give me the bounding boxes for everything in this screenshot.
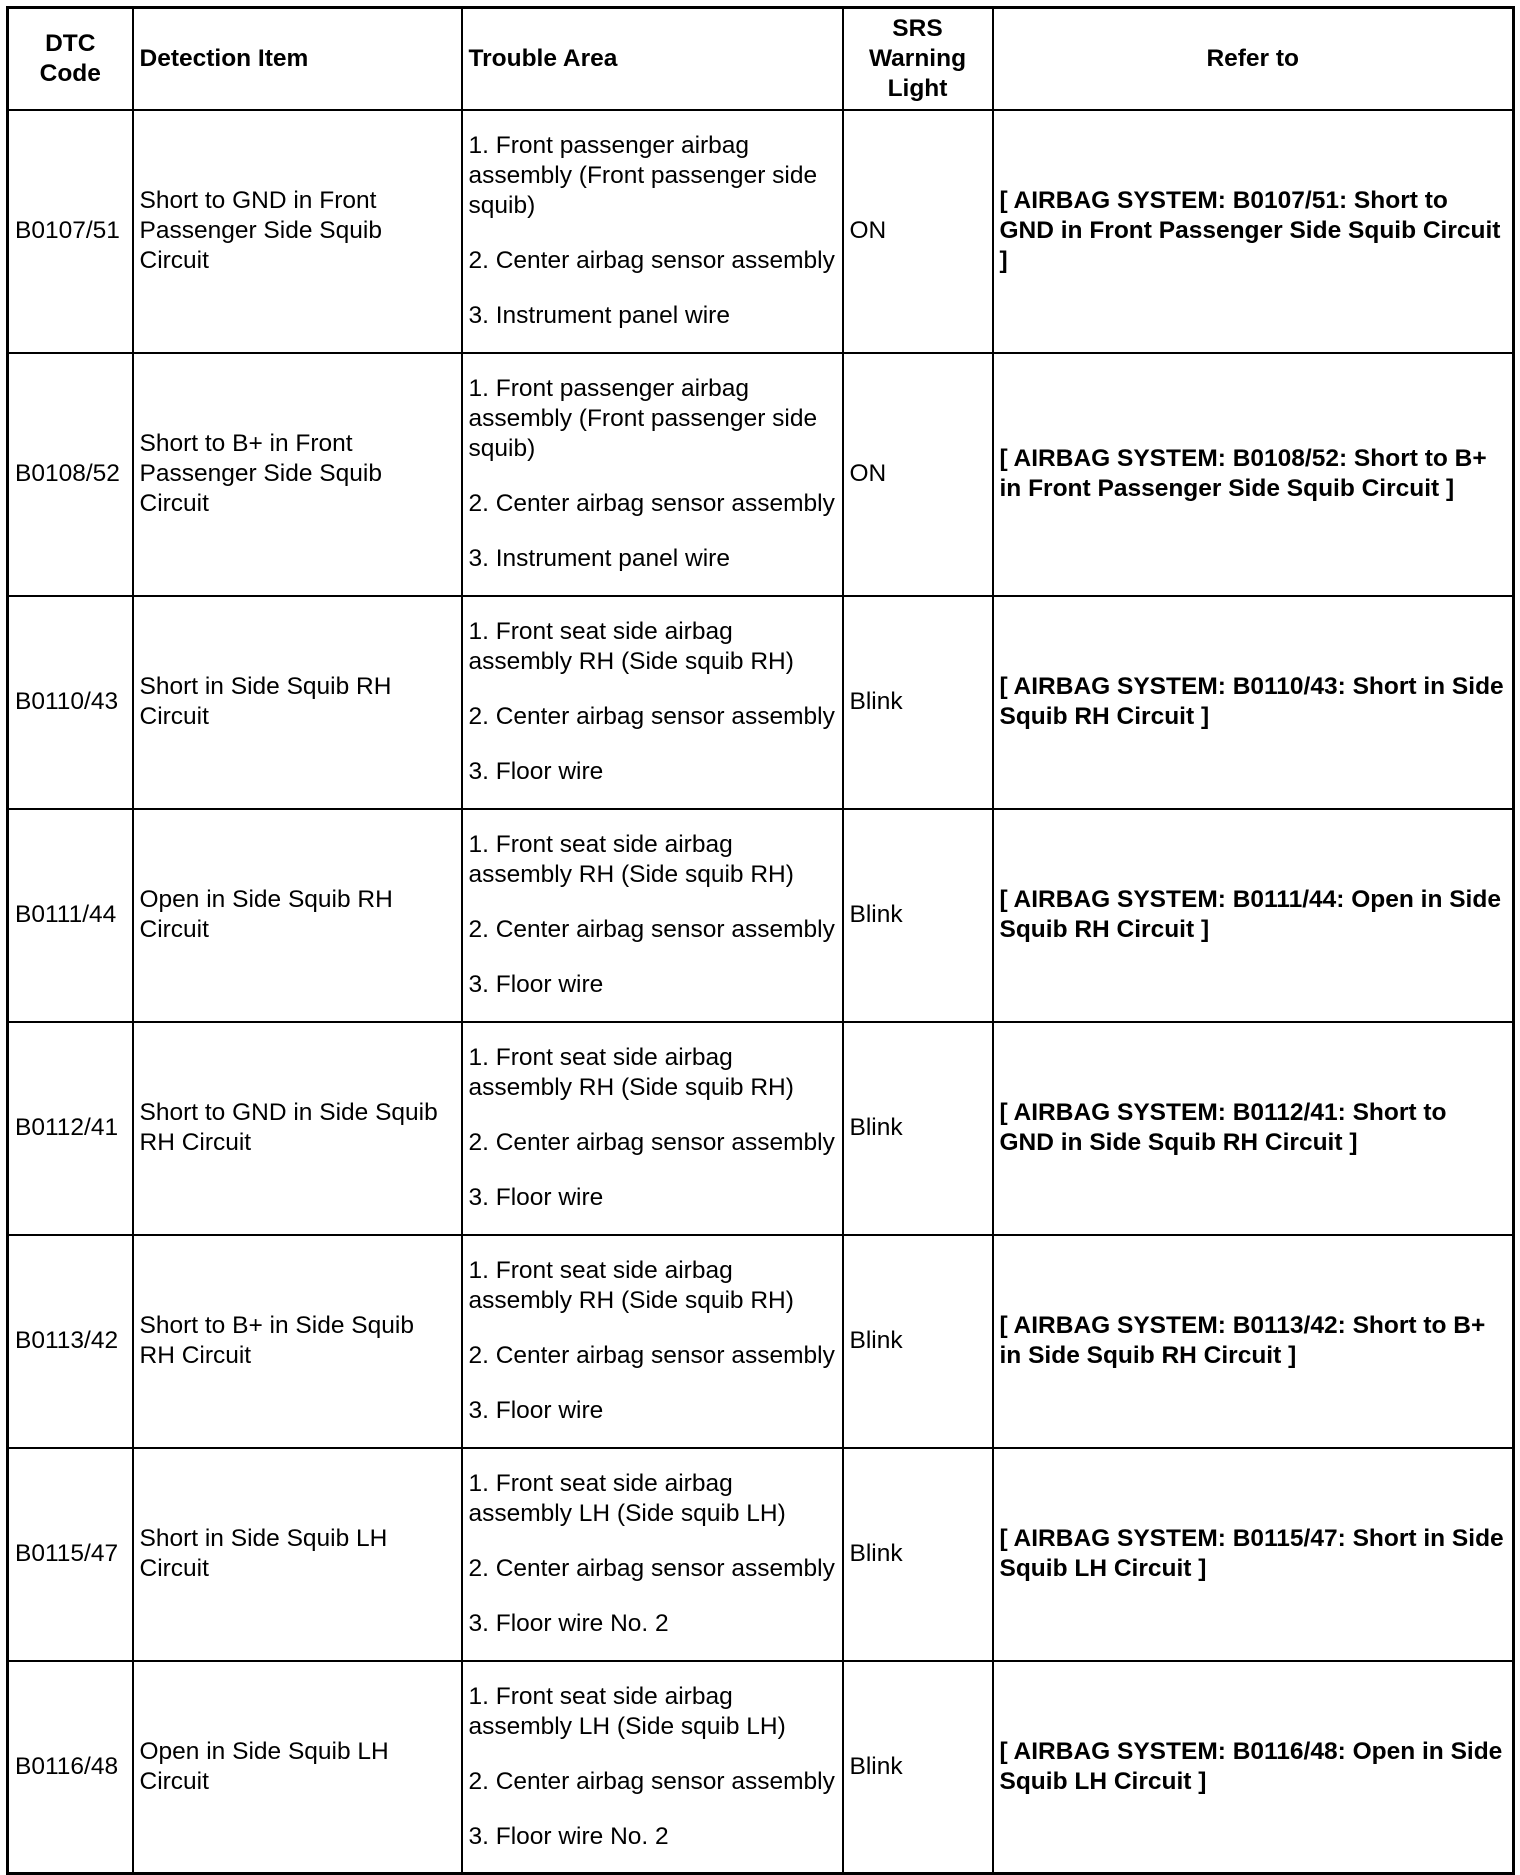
detection-item-cell: Short in Side Squib LH Circuit bbox=[133, 1448, 462, 1661]
refer-to-link[interactable]: [ AIRBAG SYSTEM: B0111/44: Open in Side Squib RH Circuit ] bbox=[993, 809, 1514, 1022]
dtc-table bbox=[6, 6, 1515, 1875]
srs-warning-light-cell: Blink bbox=[843, 1022, 993, 1235]
trouble-area-item: 2. Center airbag sensor assembly bbox=[468, 1555, 835, 1582]
detection-item-cell: Short to B+ in Side Squib RH Circuit bbox=[133, 1235, 462, 1448]
table-row bbox=[8, 1022, 1514, 1235]
trouble-area-item: 1. Front seat side airbag assembly RH (Side squib RH) bbox=[468, 618, 794, 675]
table-row bbox=[8, 809, 1514, 1022]
dtc-code-cell: B0116/48 bbox=[8, 1661, 133, 1874]
trouble-area-item: 1. Front seat side airbag assembly LH (Side squib LH) bbox=[468, 1682, 786, 1740]
trouble-area-cell bbox=[462, 1661, 843, 1874]
header-refer-to: Refer to bbox=[993, 8, 1514, 110]
detection-item-cell: Short to B+ in Front Passenger Side Squib Circuit bbox=[133, 353, 462, 596]
trouble-area-item: 3. Floor wire bbox=[468, 1184, 604, 1211]
refer-to-link[interactable]: [ AIRBAG SYSTEM: B0113/42: Short to B+ in Side Squib RH Circuit ] bbox=[993, 1235, 1514, 1448]
refer-to-link[interactable]: [ AIRBAG SYSTEM: B0107/51: Short to GND in Front Passenger Side Squib Circuit ] bbox=[993, 110, 1514, 353]
trouble-area-item: 1. Front passenger airbag assembly (Front passenger side squib) bbox=[468, 132, 818, 219]
trouble-area-item: 2. Center airbag sensor assembly bbox=[468, 916, 835, 943]
srs-warning-light-cell: ON bbox=[843, 110, 993, 353]
trouble-area-item: 3. Floor wire bbox=[468, 971, 604, 998]
trouble-area-item: 1. Front seat side airbag assembly RH (Side squib RH) bbox=[468, 1257, 794, 1314]
table-row bbox=[8, 1235, 1514, 1448]
trouble-area-item: 2. Center airbag sensor assembly bbox=[468, 247, 835, 274]
header-row bbox=[8, 8, 1514, 110]
trouble-area-item: 3. Instrument panel wire bbox=[468, 302, 730, 329]
refer-to-link[interactable]: [ AIRBAG SYSTEM: B0115/47: Short in Side Squib LH Circuit ] bbox=[993, 1448, 1514, 1661]
header-detection-item: Detection Item bbox=[133, 8, 462, 110]
dtc-code-cell: B0110/43 bbox=[8, 596, 133, 809]
detection-item-cell: Short to GND in Side Squib RH Circuit bbox=[133, 1022, 462, 1235]
table-row bbox=[8, 110, 1514, 353]
trouble-area-item: 3. Floor wire No. 2 bbox=[468, 1822, 669, 1850]
srs-warning-light-cell: ON bbox=[843, 353, 993, 596]
refer-to-link[interactable]: [ AIRBAG SYSTEM: B0110/43: Short in Side Squib RH Circuit ] bbox=[993, 596, 1514, 809]
srs-warning-light-cell: Blink bbox=[843, 1661, 993, 1874]
detection-item-cell: Open in Side Squib RH Circuit bbox=[133, 809, 462, 1022]
srs-warning-light-cell: Blink bbox=[843, 809, 993, 1022]
header-trouble-area: Trouble Area bbox=[462, 8, 843, 110]
srs-warning-light-cell: Blink bbox=[843, 1448, 993, 1661]
trouble-area-item: 2. Center airbag sensor assembly bbox=[468, 1129, 835, 1156]
trouble-area-cell bbox=[462, 809, 843, 1022]
trouble-area-item: 1. Front passenger airbag assembly (Front passenger side squib) bbox=[468, 375, 818, 462]
trouble-area-cell bbox=[462, 1235, 843, 1448]
detection-item-cell: Open in Side Squib LH Circuit bbox=[133, 1661, 462, 1874]
trouble-area-cell bbox=[462, 1022, 843, 1235]
refer-to-link[interactable]: [ AIRBAG SYSTEM: B0116/48: Open in Side Squib LH Circuit ] bbox=[993, 1661, 1514, 1874]
trouble-area-item: 3. Instrument panel wire bbox=[468, 545, 730, 572]
trouble-area-item: 2. Center airbag sensor assembly bbox=[468, 1342, 835, 1369]
trouble-area-item: 3. Floor wire bbox=[468, 758, 604, 785]
table-row bbox=[8, 353, 1514, 596]
trouble-area-item: 1. Front seat side airbag assembly RH (Side squib RH) bbox=[468, 1044, 794, 1101]
trouble-area-cell bbox=[462, 110, 843, 353]
trouble-area-cell bbox=[462, 353, 843, 596]
trouble-area-item: 1. Front seat side airbag assembly LH (Side squib LH) bbox=[468, 1470, 786, 1527]
dtc-code-cell: B0115/47 bbox=[8, 1448, 133, 1661]
dtc-code-cell: B0111/44 bbox=[8, 809, 133, 1022]
refer-to-link[interactable]: [ AIRBAG SYSTEM: B0108/52: Short to B+ in Front Passenger Side Squib Circuit ] bbox=[993, 353, 1514, 596]
dtc-code-cell: B0107/51 bbox=[8, 110, 133, 353]
trouble-area-cell bbox=[462, 1448, 843, 1661]
dtc-code-cell: B0112/41 bbox=[8, 1022, 133, 1235]
detection-item-cell: Short to GND in Front Passenger Side Squib Circuit bbox=[133, 110, 462, 353]
trouble-area-item: 1. Front seat side airbag assembly RH (Side squib RH) bbox=[468, 831, 794, 888]
header-dtc-code: DTC Code bbox=[8, 8, 133, 110]
detection-item-cell: Short in Side Squib RH Circuit bbox=[133, 596, 462, 809]
table-row bbox=[8, 596, 1514, 809]
srs-warning-light-cell: Blink bbox=[843, 1235, 993, 1448]
refer-to-link[interactable]: [ AIRBAG SYSTEM: B0112/41: Short to GND in Side Squib RH Circuit ] bbox=[993, 1022, 1514, 1235]
table-row bbox=[8, 1661, 1514, 1874]
trouble-area-item: 3. Floor wire No. 2 bbox=[468, 1610, 669, 1637]
header-srs-warning-light: SRS Warning Light bbox=[843, 8, 993, 110]
dtc-code-cell: B0113/42 bbox=[8, 1235, 133, 1448]
trouble-area-item: 3. Floor wire bbox=[468, 1397, 604, 1424]
trouble-area-item: 2. Center airbag sensor assembly bbox=[468, 1767, 835, 1795]
trouble-area-cell bbox=[462, 596, 843, 809]
dtc-code-cell: B0108/52 bbox=[8, 353, 133, 596]
trouble-area-item: 2. Center airbag sensor assembly bbox=[468, 703, 835, 730]
trouble-area-item: 2. Center airbag sensor assembly bbox=[468, 490, 835, 517]
srs-warning-light-cell: Blink bbox=[843, 596, 993, 809]
table-row bbox=[8, 1448, 1514, 1661]
